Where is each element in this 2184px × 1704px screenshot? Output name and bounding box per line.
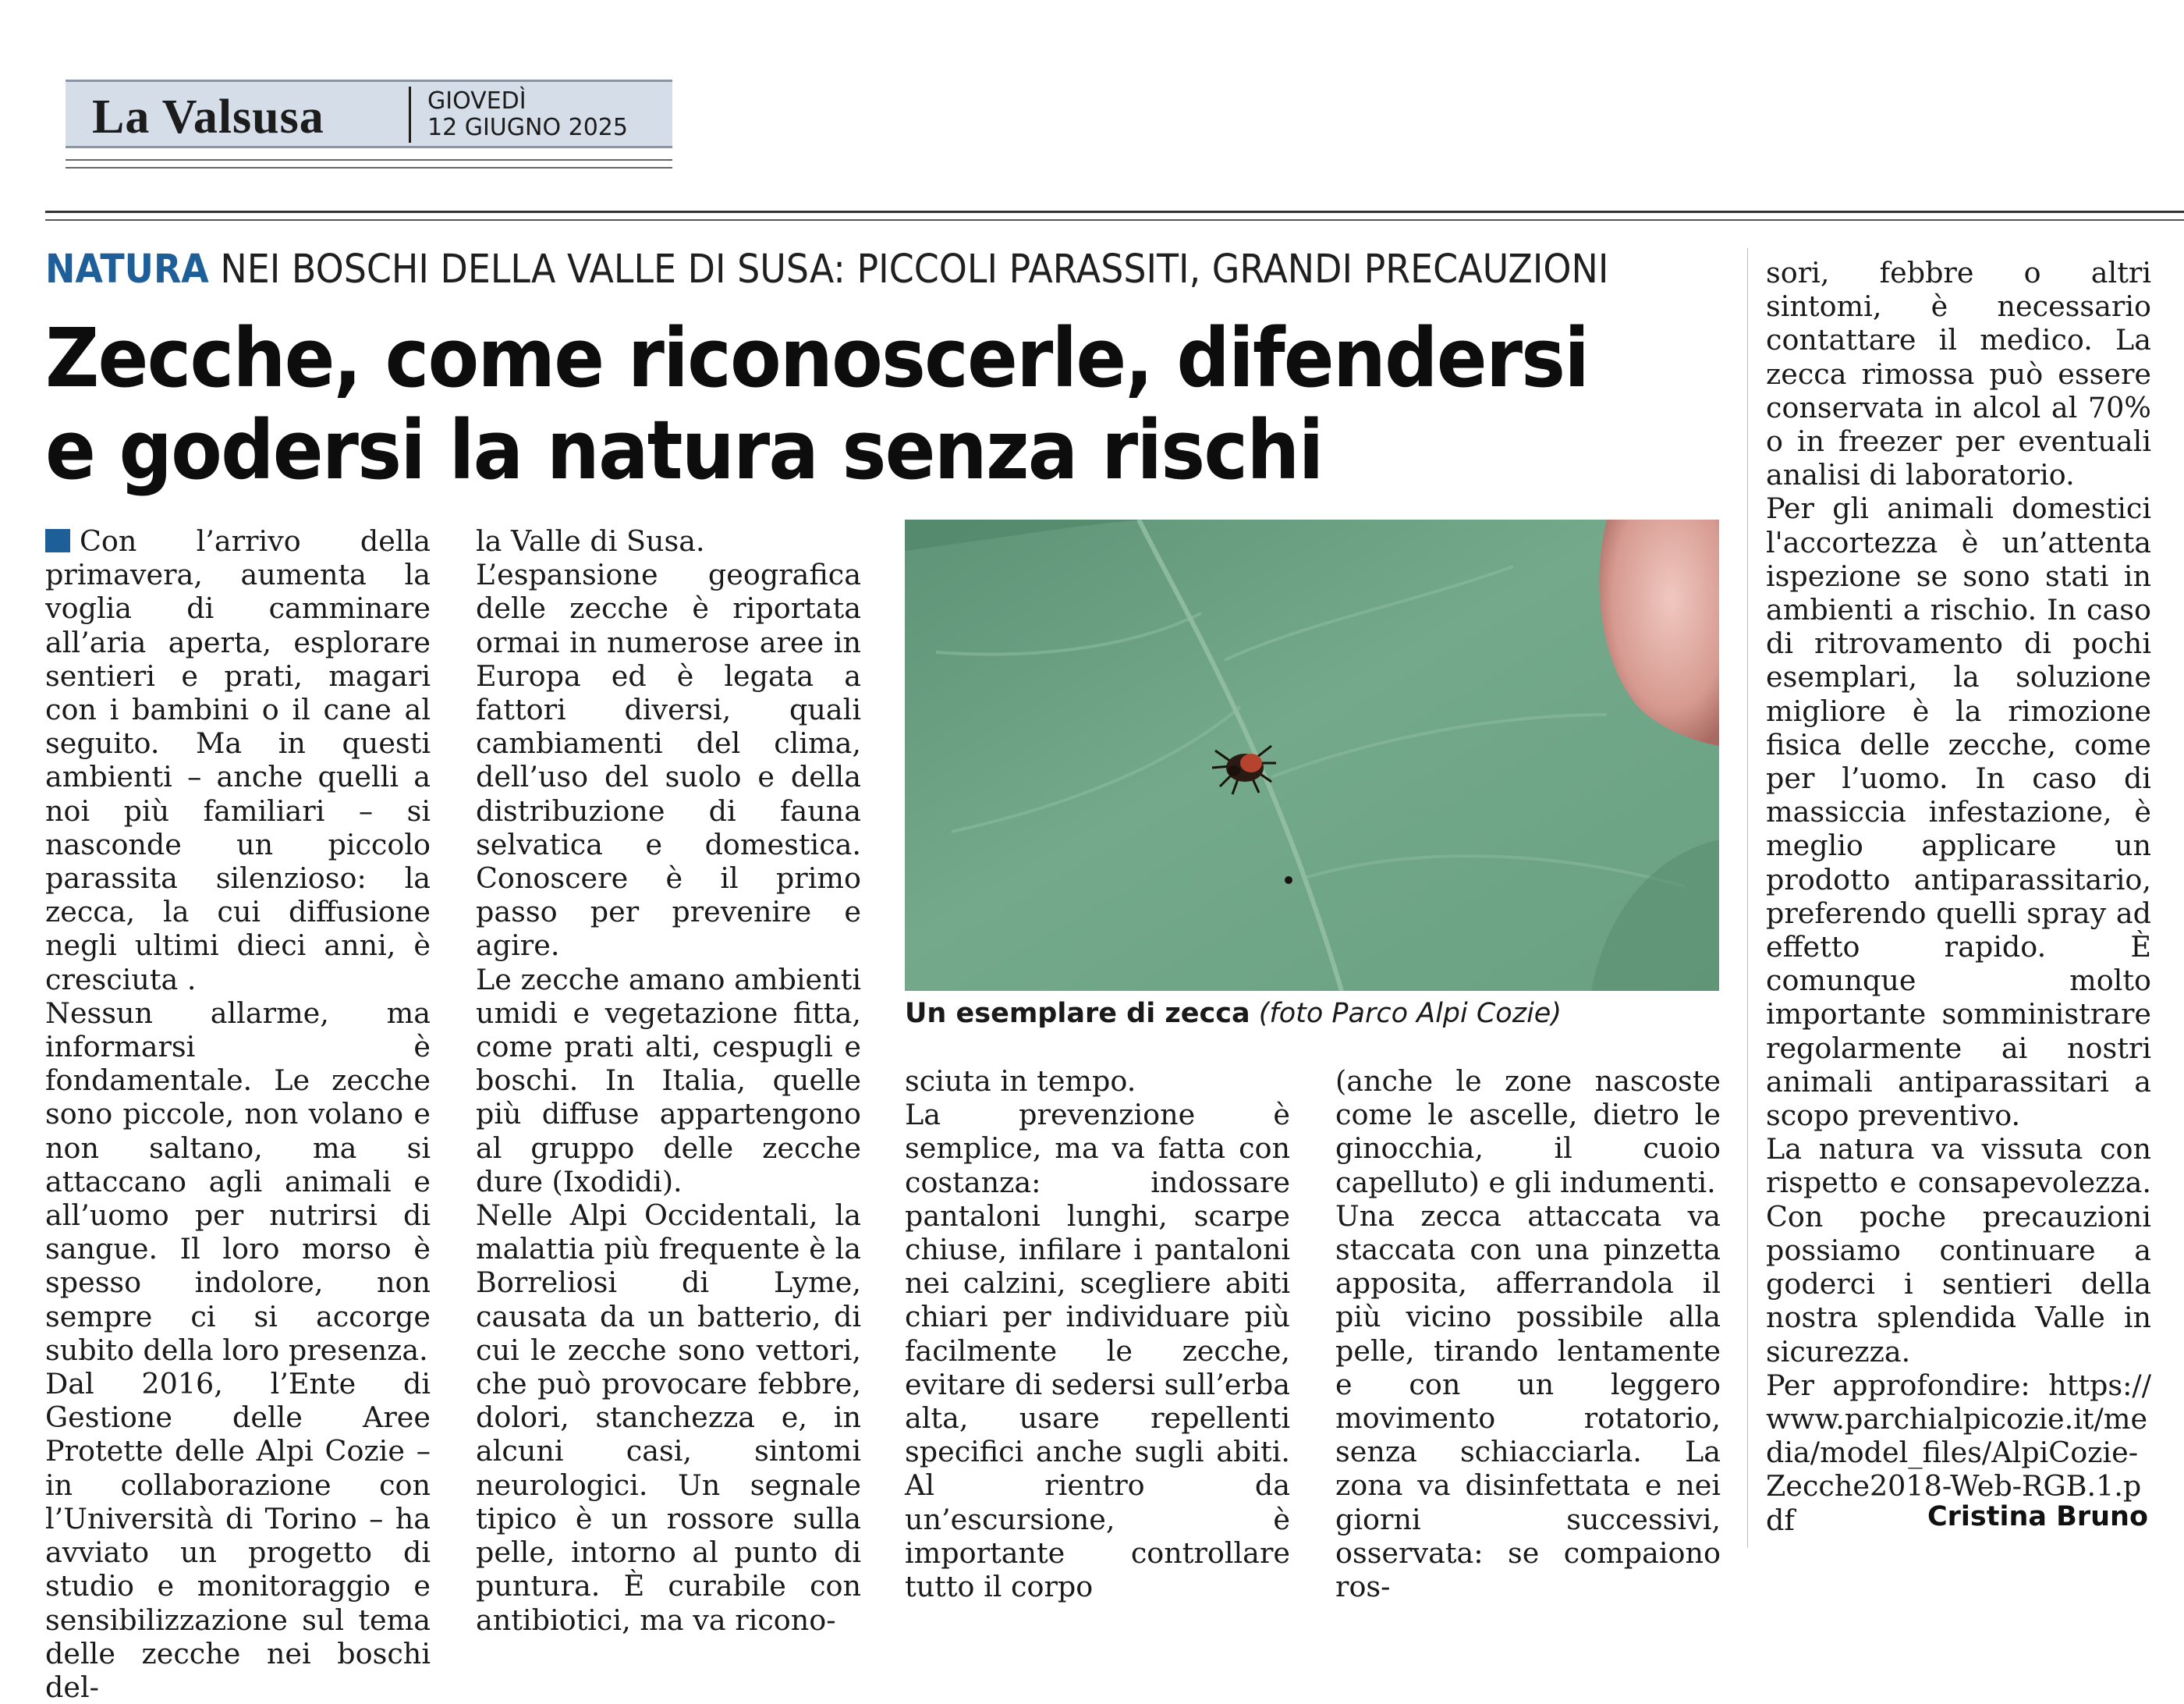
- paragraph: la Valle di Susa.: [476, 524, 705, 558]
- caption-title: Un esemplare di zecca: [905, 998, 1250, 1029]
- paragraph: Per gli animali domestici l'accortezza è un’attenta ispezione se sono stati in ambienti a rischio. In caso di ritrovamento di pochi esemplari, la soluzione migliore è la rimozione fisica delle zecche, come per l’uomo. In caso di massiccia infestazione, è meglio applicare un prodotto antiparassitario, preferendo quelli spray ad effetto rapido. È comunque molto importante somministrare regolarmente ai nostri animali antiparassitari a scopo preventivo.: [1766, 492, 2151, 1133]
- paragraph: Dal 2016, l’Ente di Gestione delle Aree Protette delle Alpi Cozie – in collaborazione con l’Università di Torino – ha avviato un progetto di studio e monitoraggio e sensibilizzazione sul tema delle zecche nei boschi del-: [45, 1367, 431, 1704]
- article-column-4: [1335, 1064, 1721, 1603]
- paragraph: Nelle Alpi Occidentali, la malattia più frequente è la Borreliosi di Lyme, causata da un batterio, di cui le zecche sono vettori, che può provocare febbre, dolori, stanchezza e, in alcuni casi, sintomi neurologici. Un segnale tipico è un rossore sulla pelle, intorno al punto di puntura. È curabile con antibiotici, ma va ricono-: [476, 1198, 861, 1637]
- page-top-rule: [45, 219, 2184, 221]
- newspaper-title: La Valsusa: [92, 91, 324, 144]
- tick-on-leaf-image: [905, 520, 1719, 991]
- article-column-5: [1766, 256, 2151, 1537]
- photo-caption: [905, 996, 1562, 1031]
- paragraph: [45, 524, 431, 996]
- article-column-2: [476, 524, 861, 1637]
- caption-credit: (foto Parco Alpi Cozie): [1250, 998, 1562, 1029]
- paragraph-text: Con l’arrivo della primavera, aumenta la voglia di camminare all’aria aperta, esplorare sentieri e prati, magari con i bambini o il cane al seguito. Ma in questi ambienti – anche quelli a noi più familiari – si nasconde un piccolo parassita silenzioso: la zecca, la cui diffusione negli ultimi dieci anni, è cresciuta .: [45, 524, 431, 996]
- article-headline: [45, 312, 1714, 496]
- masthead-rule: [66, 159, 672, 161]
- article-column-1: [45, 524, 431, 1704]
- section-marker: [45, 529, 70, 552]
- kicker-text: NEI BOSCHI DELLA VALLE DI SUSA: PICCOLI PARASSITI, GRANDI PRECAUZIONI: [208, 247, 1609, 293]
- paragraph: La natura va vissuta con rispetto e consapevolezza. Con poche precauzioni possiamo continuare a goderci i sentieri della nostra splendida Valle in sicurezza.: [1766, 1132, 2151, 1369]
- paragraph: Una zecca attaccata va staccata con una pinzetta apposita, afferrandola il più vicino possibile alla pelle, tirando lentamente e con un leggero movimento rotatorio, senza schiacciarla. La zona va disinfettata e nei giorni successivi, osservata: se compaiono ros-: [1335, 1198, 1721, 1604]
- paragraph: sori, febbre o altri sintomi, è necessario contattare il medico. La zecca rimossa può essere conservata in alcol al 70% o in freezer per eventuali analisi di laboratorio.: [1766, 256, 2151, 492]
- headline-line: Zecche, come riconoscerle, difendersi: [45, 311, 1589, 406]
- paragraph: La prevenzione è semplice, ma va fatta con costanza: indossare pantaloni lunghi, scarpe chiuse, infilare i pantaloni nei calzini, scegliere abiti chiari per individuare più facilmente le zecche, evitare di sedersi sull’erba alta, usare repellenti specifici anche sugli abiti. Al rientro da un’escursione, è importante controllare tutto il corpo: [905, 1098, 1290, 1604]
- issue-full-date: 12 GIUGNO 2025: [427, 114, 628, 141]
- page-top-rule: [45, 211, 2184, 213]
- tick-photo: [905, 520, 1719, 991]
- paragraph: L’espansione geografica delle zecche è riportata ormai in numerose aree in Europa ed è legata a fattori diversi, quali cambiamenti del clima, dell’uso del suolo e della distribuzione di fauna selvatica e domestica. Conoscere è il primo passo per prevenire e agire.: [476, 558, 861, 963]
- paragraph: Le zecche amano ambienti umidi e vegetazione fitta, come prati alti, cespugli e boschi. In Italia, quelle più diffuse appartengono al gruppo delle zecche dure (Ixodidi).: [476, 962, 861, 1198]
- column-divider: [1747, 248, 1748, 1548]
- paragraph: sciuta in tempo.: [905, 1064, 1136, 1098]
- issue-day: GIOVEDÌ: [427, 87, 526, 115]
- masthead: [66, 80, 672, 148]
- masthead-divider: [409, 87, 411, 143]
- headline-line: e godersi la natura senza rischi: [45, 403, 1323, 498]
- paragraph: Nessun allarme, ma informarsi è fondamentale. Le zecche sono piccole, non volano e non saltano, ma si attaccano agli animali e all’uomo per nutrirsi di sangue. Il loro morso è spesso indolore, non sempre ci si accorge subito della loro presenza.: [45, 996, 431, 1367]
- paragraph: Per approfondire: https://www.parchialpicozie.it/media/model_files/AlpiCozie-Zecche2018-Web-RGB.1.pdf: [1766, 1368, 2151, 1537]
- article-author: Cristina Bruno: [1927, 1501, 2148, 1532]
- article-kicker: [45, 245, 1608, 295]
- masthead-rule: [66, 167, 672, 169]
- article-column-3: [905, 1064, 1290, 1603]
- paragraph: (anche le zone nascoste come le ascelle, dietro le ginocchia, il cuoio capelluto) e gli indumenti.: [1335, 1064, 1721, 1199]
- issue-date: [427, 88, 628, 141]
- kicker-keyword: NATURA: [45, 247, 209, 293]
